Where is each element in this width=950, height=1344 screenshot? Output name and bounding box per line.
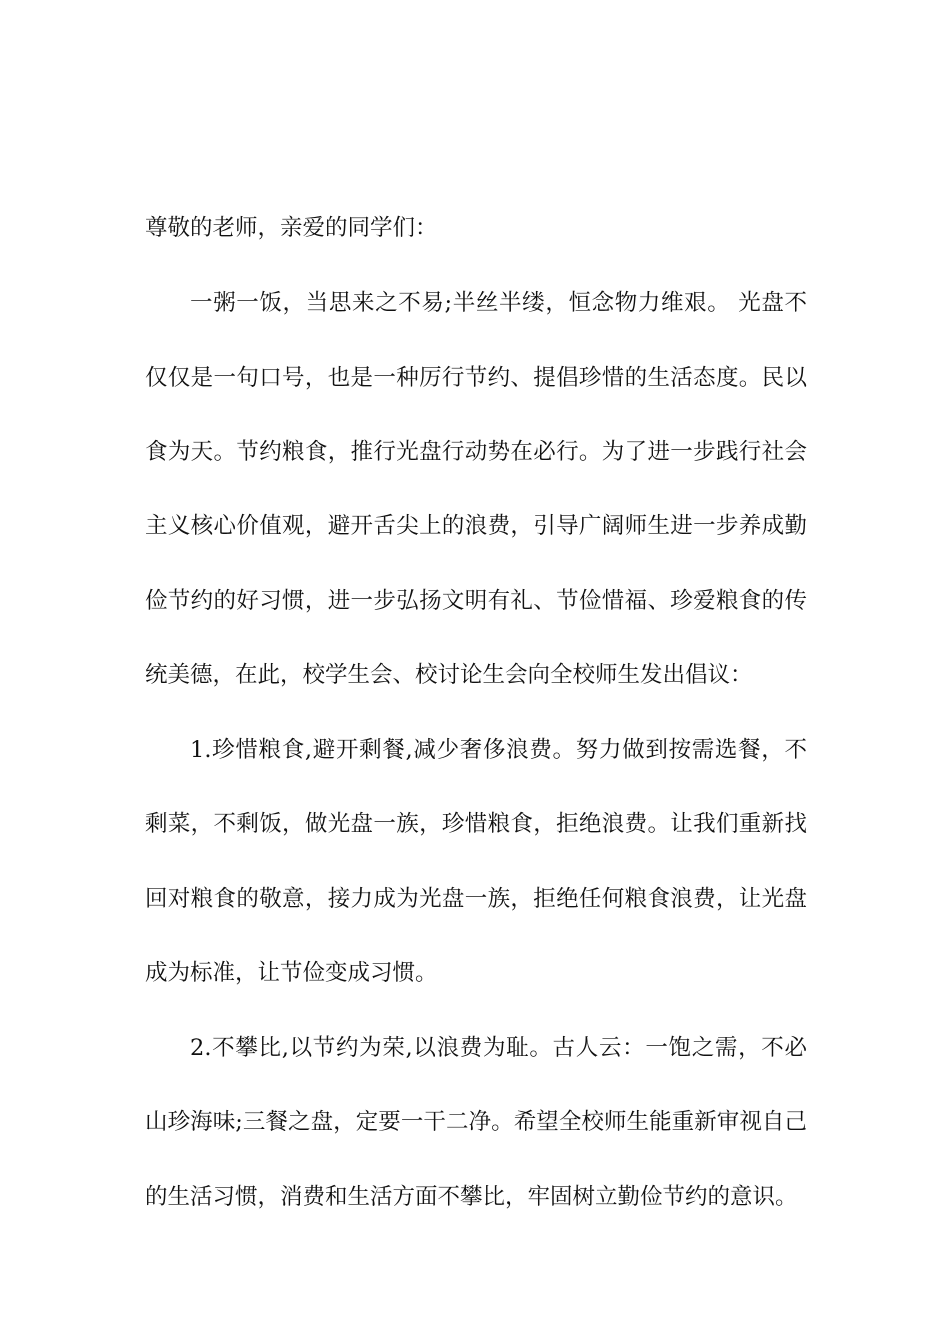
paragraph-line: 主义核心价值观，避开舌尖上的浪费，引导广阔师生进一步养成勤 — [145, 513, 807, 539]
proposal-2-line: 山珍海味;三餐之盘，定要一干二净。希望全校师生能重新审视自己 — [145, 1109, 807, 1135]
proposal-1-line: 回对粮食的敬意，接力成为光盘一族，拒绝任何粮食浪费，让光盘 — [145, 886, 807, 912]
greeting-line: 尊敬的老师，亲爱的同学们： — [145, 215, 438, 241]
proposal-1-line: 1.珍惜粮食,避开剩餐,减少奢侈浪费。努力做到按需选餐，不 — [190, 737, 807, 763]
proposal-2-line: 的生活习惯，消费和生活方面不攀比，牢固树立勤俭节约的意识。 — [145, 1184, 798, 1210]
paragraph-line: 一粥一饭，当思来之不易;半丝半缕，恒念物力维艰。 光盘不 — [190, 290, 807, 316]
proposal-1-line: 剩菜，不剩饭，做光盘一族，珍惜粮食，拒绝浪费。让我们重新找 — [145, 811, 807, 837]
paragraph-line: 仅仅是一句口号，也是一种厉行节约、提倡珍惜的生活态度。民以 — [145, 365, 807, 391]
proposal-2-line: 2.不攀比,以节约为荣,以浪费为耻。古人云：一饱之需，不必 — [190, 1035, 807, 1061]
paragraph-line: 统美德，在此，校学生会、校讨论生会向全校师生发出倡议： — [145, 662, 753, 688]
proposal-1-line: 成为标准，让节俭变成习惯。 — [145, 960, 438, 986]
paragraph-line: 食为天。节约粮食，推行光盘行动势在必行。为了进一步践行社会 — [145, 439, 807, 465]
paragraph-line: 俭节约的好习惯，进一步弘扬文明有礼、节俭惜福、珍爱粮食的传 — [145, 588, 807, 614]
